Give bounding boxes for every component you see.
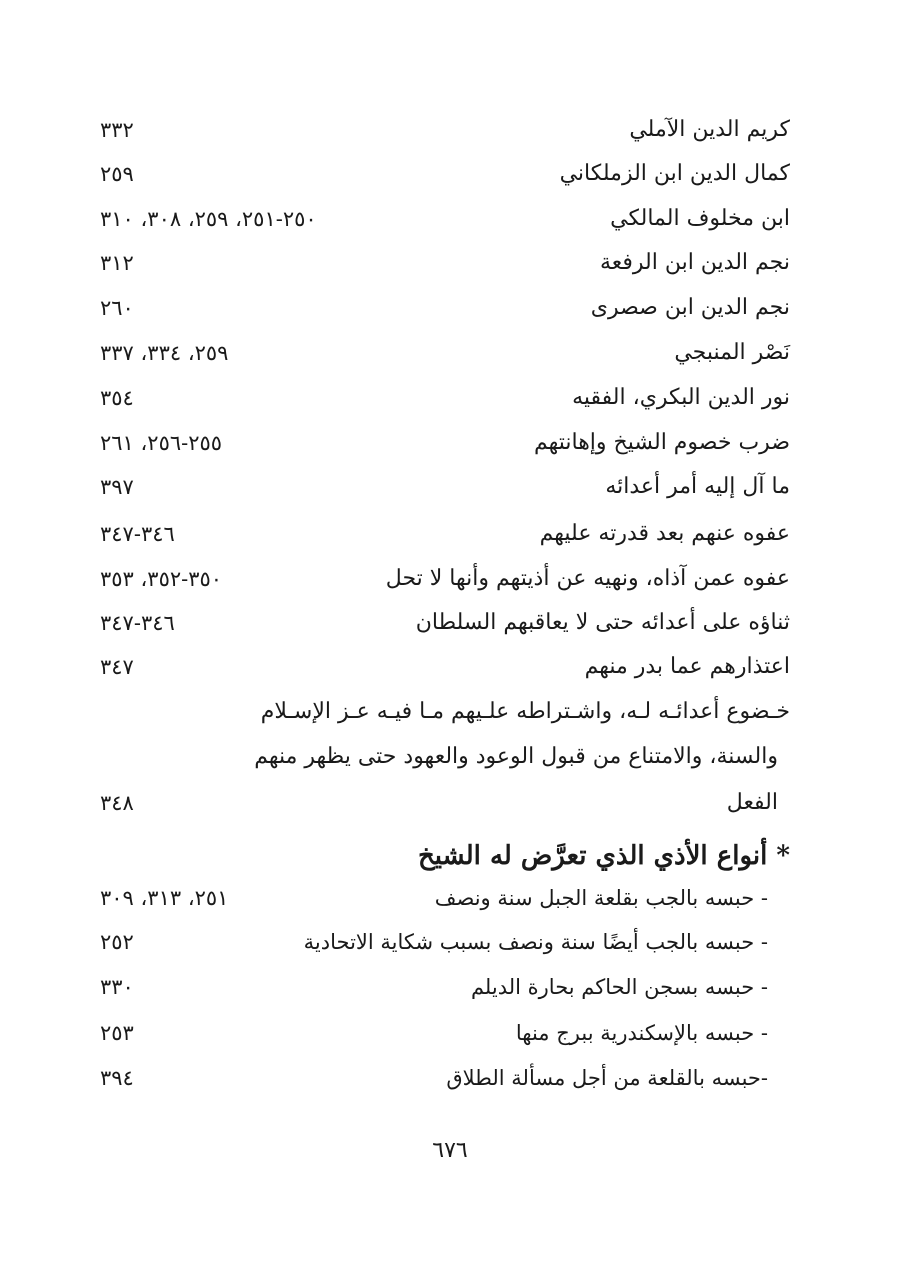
page-number: ٦٧٦: [432, 1138, 468, 1163]
index-entry: [100, 781, 790, 825]
entry-pages: ٣٥٠-٣٥٢، ٣٥٣: [100, 567, 223, 591]
index-entry: [100, 465, 790, 509]
entry-label: - حبسه بسجن الحاكم بحارة الديلم: [470, 975, 768, 999]
entry-label: اعتذارهم عما بدر منهم: [584, 654, 790, 679]
entry-pages: ٣٣٢: [100, 118, 134, 142]
entry-label: نور الدين البكري، الفقيه: [572, 385, 790, 410]
index-entry: [100, 152, 790, 196]
entry-pages: ٣٩٧: [100, 475, 134, 499]
sub-entry: [100, 876, 790, 920]
entry-label: نجم الدين ابن الرفعة: [599, 250, 790, 275]
sub-entry: [100, 1011, 790, 1055]
entry-label: - حبسه بالإسكندرية ببرج منها: [515, 1021, 768, 1045]
entry-label: نَصْر المنبجي: [674, 340, 790, 365]
index-entry: [100, 601, 790, 645]
entry-pages: ٢٥٩، ٣٣٤، ٣٣٧: [100, 341, 229, 365]
index-entry: [100, 645, 790, 689]
index-entry: [100, 512, 790, 556]
section-heading: * أنواع الأذي الذي تعرَّض له الشيخ: [417, 841, 790, 871]
entry-label: -حبسه بالقلعة من أجل مسألة الطلاق: [446, 1066, 768, 1090]
entry-label: كريم الدين الآملي: [629, 117, 790, 142]
entry-pages: ٢٥٩: [100, 162, 134, 186]
entry-label: ما آل إليه أمر أعدائه: [605, 474, 790, 499]
entry-label: - حبسه بالجب أيضًا سنة ونصف بسبب شكاية الاتحادية: [303, 930, 768, 954]
multiline-entry-line-3: الفعل: [726, 790, 778, 815]
index-entry: [100, 557, 790, 601]
entry-pages: ٣٤٦-٣٤٧: [100, 522, 175, 546]
entry-pages: ٢٥٢: [100, 930, 134, 954]
entry-pages: ٢٥٠-٢٥١، ٢٥٩، ٣٠٨، ٣١٠: [100, 207, 317, 231]
index-entry: [100, 108, 790, 152]
entry-label: كمال الدين ابن الزملكاني: [559, 161, 790, 186]
entry-pages: ٣٤٦-٣٤٧: [100, 611, 175, 635]
entry-pages: ٣٤٨: [100, 791, 134, 815]
entry-pages: ٣٣٠: [100, 975, 134, 999]
entry-pages: ٢٥١، ٣١٣، ٣٠٩: [100, 886, 229, 910]
entry-pages: ٣٤٧: [100, 655, 134, 679]
entry-pages: ٢٥٥-٢٥٦، ٢٦١: [100, 431, 223, 455]
multiline-entry-line-2: والسنة، والامتناع من قبول الوعود والعهود حتى يظهر منهم: [254, 744, 778, 769]
sub-entry: [100, 920, 790, 964]
entry-label: عفوه عمن آذاه، ونهيه عن أذيتهم وأنها لا تحل: [385, 566, 790, 591]
index-entry: [100, 421, 790, 465]
index-entry: [100, 331, 790, 375]
sub-entry: [100, 965, 790, 1009]
entry-pages: ٢٥٣: [100, 1021, 134, 1045]
entry-label: ابن مخلوف المالكي: [610, 206, 790, 231]
entry-label: ضرب خصوم الشيخ وإهانتهم: [533, 430, 790, 455]
entry-pages: ٣٩٤: [100, 1066, 134, 1090]
entry-label: عفوه عنهم بعد قدرته عليهم: [539, 521, 790, 546]
entry-pages: ٣٥٤: [100, 386, 134, 410]
index-entry: [100, 241, 790, 285]
entry-pages: ٣١٢: [100, 251, 134, 275]
entry-label: - حبسه بالجب بقلعة الجبل سنة ونصف: [434, 886, 768, 910]
index-entry: [100, 286, 790, 330]
index-entry: [100, 197, 790, 241]
multiline-entry-line-1: خـضوع أعدائـه لـه، واشـتراطه علـيهم مـا فيـه عـز الإسـلام: [260, 699, 790, 724]
index-entry: [100, 376, 790, 420]
sub-entry: [100, 1056, 790, 1100]
entry-label: نجم الدين ابن صصرى: [590, 295, 790, 320]
entry-label: ثناؤه على أعدائه حتى لا يعاقبهم السلطان: [415, 610, 790, 635]
entry-pages: ٢٦٠: [100, 296, 134, 320]
